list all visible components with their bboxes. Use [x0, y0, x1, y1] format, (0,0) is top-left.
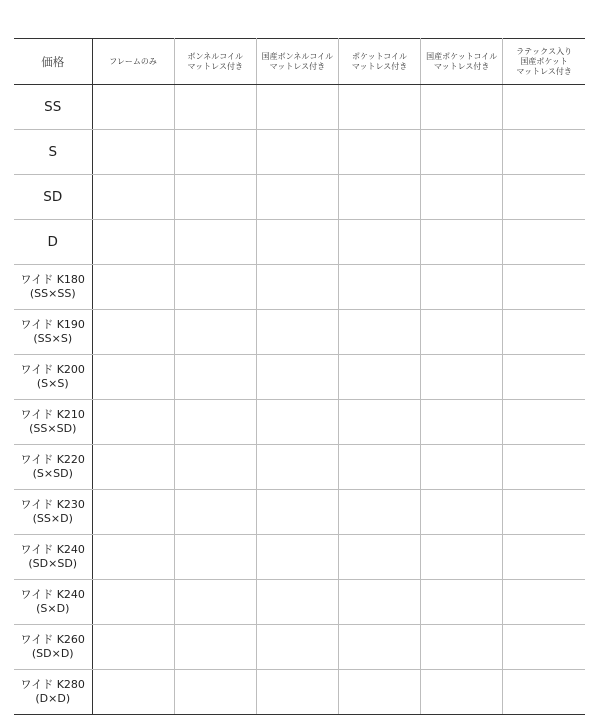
size-label: S — [14, 130, 92, 175]
price-cell — [338, 670, 420, 715]
size-label-line: ワイド K200 — [20, 363, 85, 376]
price-cell — [256, 400, 338, 445]
price-cell — [503, 130, 585, 175]
price-cell — [503, 625, 585, 670]
size-label — [14, 445, 92, 490]
size-label — [14, 490, 92, 535]
price-cell — [256, 175, 338, 220]
price-cell — [92, 445, 174, 490]
price-cell — [256, 580, 338, 625]
column-header-line: マットレス付き — [433, 61, 490, 71]
price-cell — [421, 445, 503, 490]
price-cell — [503, 175, 585, 220]
size-label-line: (SD×SD) — [28, 557, 78, 570]
size-label-line: ワイド K240 — [20, 543, 85, 556]
price-cell — [256, 310, 338, 355]
size-label-line: ワイド K280 — [20, 678, 85, 691]
price-cell — [256, 535, 338, 580]
price-cell — [92, 625, 174, 670]
column-header-line: ボンネルコイル — [187, 51, 243, 61]
price-cell — [503, 400, 585, 445]
price-cell — [92, 85, 174, 130]
column-header-line: 国産ポケット — [520, 56, 568, 66]
price-cell — [92, 355, 174, 400]
price-cell — [174, 85, 256, 130]
price-cell — [503, 580, 585, 625]
table-body — [14, 85, 585, 715]
size-label — [14, 670, 92, 715]
size-label-line: (S×SD) — [32, 467, 73, 480]
price-cell — [338, 400, 420, 445]
price-cell — [174, 445, 256, 490]
column-header-1 — [174, 39, 256, 85]
price-cell — [503, 220, 585, 265]
price-cell — [421, 310, 503, 355]
size-label-line: (SD×D) — [31, 647, 74, 660]
column-header-5 — [503, 39, 585, 85]
price-cell — [174, 670, 256, 715]
table-row — [14, 625, 585, 670]
price-cell — [92, 265, 174, 310]
price-cell — [503, 670, 585, 715]
price-cell — [338, 265, 420, 310]
table-row — [14, 490, 585, 535]
column-header-line: マットレス付き — [269, 61, 326, 71]
size-label-line: ワイド K190 — [20, 318, 85, 331]
price-table — [14, 38, 585, 715]
column-header-0 — [92, 39, 174, 85]
price-cell — [503, 490, 585, 535]
price-cell — [421, 130, 503, 175]
price-cell — [92, 400, 174, 445]
price-cell — [92, 670, 174, 715]
price-cell — [92, 130, 174, 175]
column-header-4 — [421, 39, 503, 85]
price-cell — [421, 625, 503, 670]
price-cell — [503, 265, 585, 310]
price-cell — [421, 670, 503, 715]
table-row — [14, 445, 585, 490]
price-cell — [92, 535, 174, 580]
price-cell — [174, 580, 256, 625]
price-cell — [421, 490, 503, 535]
price-cell — [338, 445, 420, 490]
column-header-line: ラテックス入り — [516, 46, 573, 56]
price-cell — [256, 355, 338, 400]
price-cell — [421, 355, 503, 400]
size-label-line: (S×S) — [36, 377, 69, 390]
size-label-line: ワイド K180 — [20, 273, 85, 286]
price-cell — [174, 175, 256, 220]
price-cell — [338, 355, 420, 400]
price-cell — [174, 490, 256, 535]
header-row — [14, 39, 585, 85]
size-label — [14, 310, 92, 355]
table-row — [14, 85, 585, 130]
price-cell — [174, 400, 256, 445]
price-cell — [174, 310, 256, 355]
price-cell — [421, 220, 503, 265]
price-cell — [503, 445, 585, 490]
table-row — [14, 670, 585, 715]
size-label — [14, 625, 92, 670]
price-cell — [338, 85, 420, 130]
column-header-3 — [338, 39, 420, 85]
size-label-line: ワイド K260 — [20, 633, 85, 646]
price-cell — [256, 85, 338, 130]
price-cell — [92, 220, 174, 265]
price-cell — [338, 490, 420, 535]
size-label — [14, 355, 92, 400]
price-cell — [256, 625, 338, 670]
price-cell — [92, 580, 174, 625]
price-cell — [421, 85, 503, 130]
price-cell — [256, 670, 338, 715]
price-cell — [174, 625, 256, 670]
price-cell — [338, 220, 420, 265]
price-cell — [174, 535, 256, 580]
size-label-line: ワイド K240 — [20, 588, 85, 601]
price-cell — [338, 580, 420, 625]
table-row — [14, 220, 585, 265]
column-header-line: 国産ボンネルコイル — [261, 51, 334, 61]
table-row — [14, 175, 585, 220]
size-label-line: ワイド K230 — [20, 498, 85, 511]
size-label: SD — [14, 175, 92, 220]
column-header-line: マットレス付き — [351, 61, 408, 71]
price-cell — [338, 625, 420, 670]
price-cell — [92, 175, 174, 220]
column-header-line: 国産ポケットコイル — [426, 51, 498, 61]
table-row — [14, 580, 585, 625]
price-cell — [174, 355, 256, 400]
price-cell — [421, 175, 503, 220]
price-cell — [421, 265, 503, 310]
price-cell — [92, 490, 174, 535]
price-cell — [174, 220, 256, 265]
column-header-line: フレームのみ — [109, 56, 157, 66]
price-header: 価格 — [14, 39, 92, 85]
table-row — [14, 310, 585, 355]
size-label-line: (SS×SS) — [29, 287, 76, 300]
column-header-2 — [256, 39, 338, 85]
size-label: D — [14, 220, 92, 265]
price-cell — [503, 535, 585, 580]
price-cell — [503, 310, 585, 355]
price-cell — [421, 400, 503, 445]
price-cell — [92, 310, 174, 355]
size-label-line: (SS×S) — [33, 332, 73, 345]
size-label — [14, 265, 92, 310]
table-row — [14, 265, 585, 310]
size-label-line: (SS×SD) — [29, 422, 77, 435]
size-label-line: ワイド K210 — [20, 408, 85, 421]
price-cell — [421, 580, 503, 625]
size-label: SS — [14, 85, 92, 130]
table-row — [14, 355, 585, 400]
price-cell — [421, 535, 503, 580]
price-cell — [256, 265, 338, 310]
price-cell — [256, 220, 338, 265]
price-cell — [174, 130, 256, 175]
table-row — [14, 535, 585, 580]
price-cell — [174, 265, 256, 310]
table-row — [14, 400, 585, 445]
price-cell — [338, 535, 420, 580]
table-header — [14, 39, 585, 85]
size-label-line: ワイド K220 — [20, 453, 85, 466]
price-cell — [256, 490, 338, 535]
size-label — [14, 400, 92, 445]
column-header-line: ポケットコイル — [352, 51, 408, 61]
price-cell — [503, 85, 585, 130]
table-row — [14, 130, 585, 175]
column-header-line: マットレス付き — [516, 66, 572, 76]
price-cell — [338, 310, 420, 355]
column-header-line: マットレス付き — [187, 61, 243, 71]
price-cell — [503, 355, 585, 400]
size-label — [14, 535, 92, 580]
price-cell — [256, 130, 338, 175]
price-cell — [338, 175, 420, 220]
size-label-line: (SS×D) — [32, 512, 73, 525]
price-cell — [256, 445, 338, 490]
size-label — [14, 580, 92, 625]
size-label-line: (S×D) — [36, 602, 70, 615]
price-cell — [338, 130, 420, 175]
size-label-line: (D×D) — [35, 692, 71, 705]
